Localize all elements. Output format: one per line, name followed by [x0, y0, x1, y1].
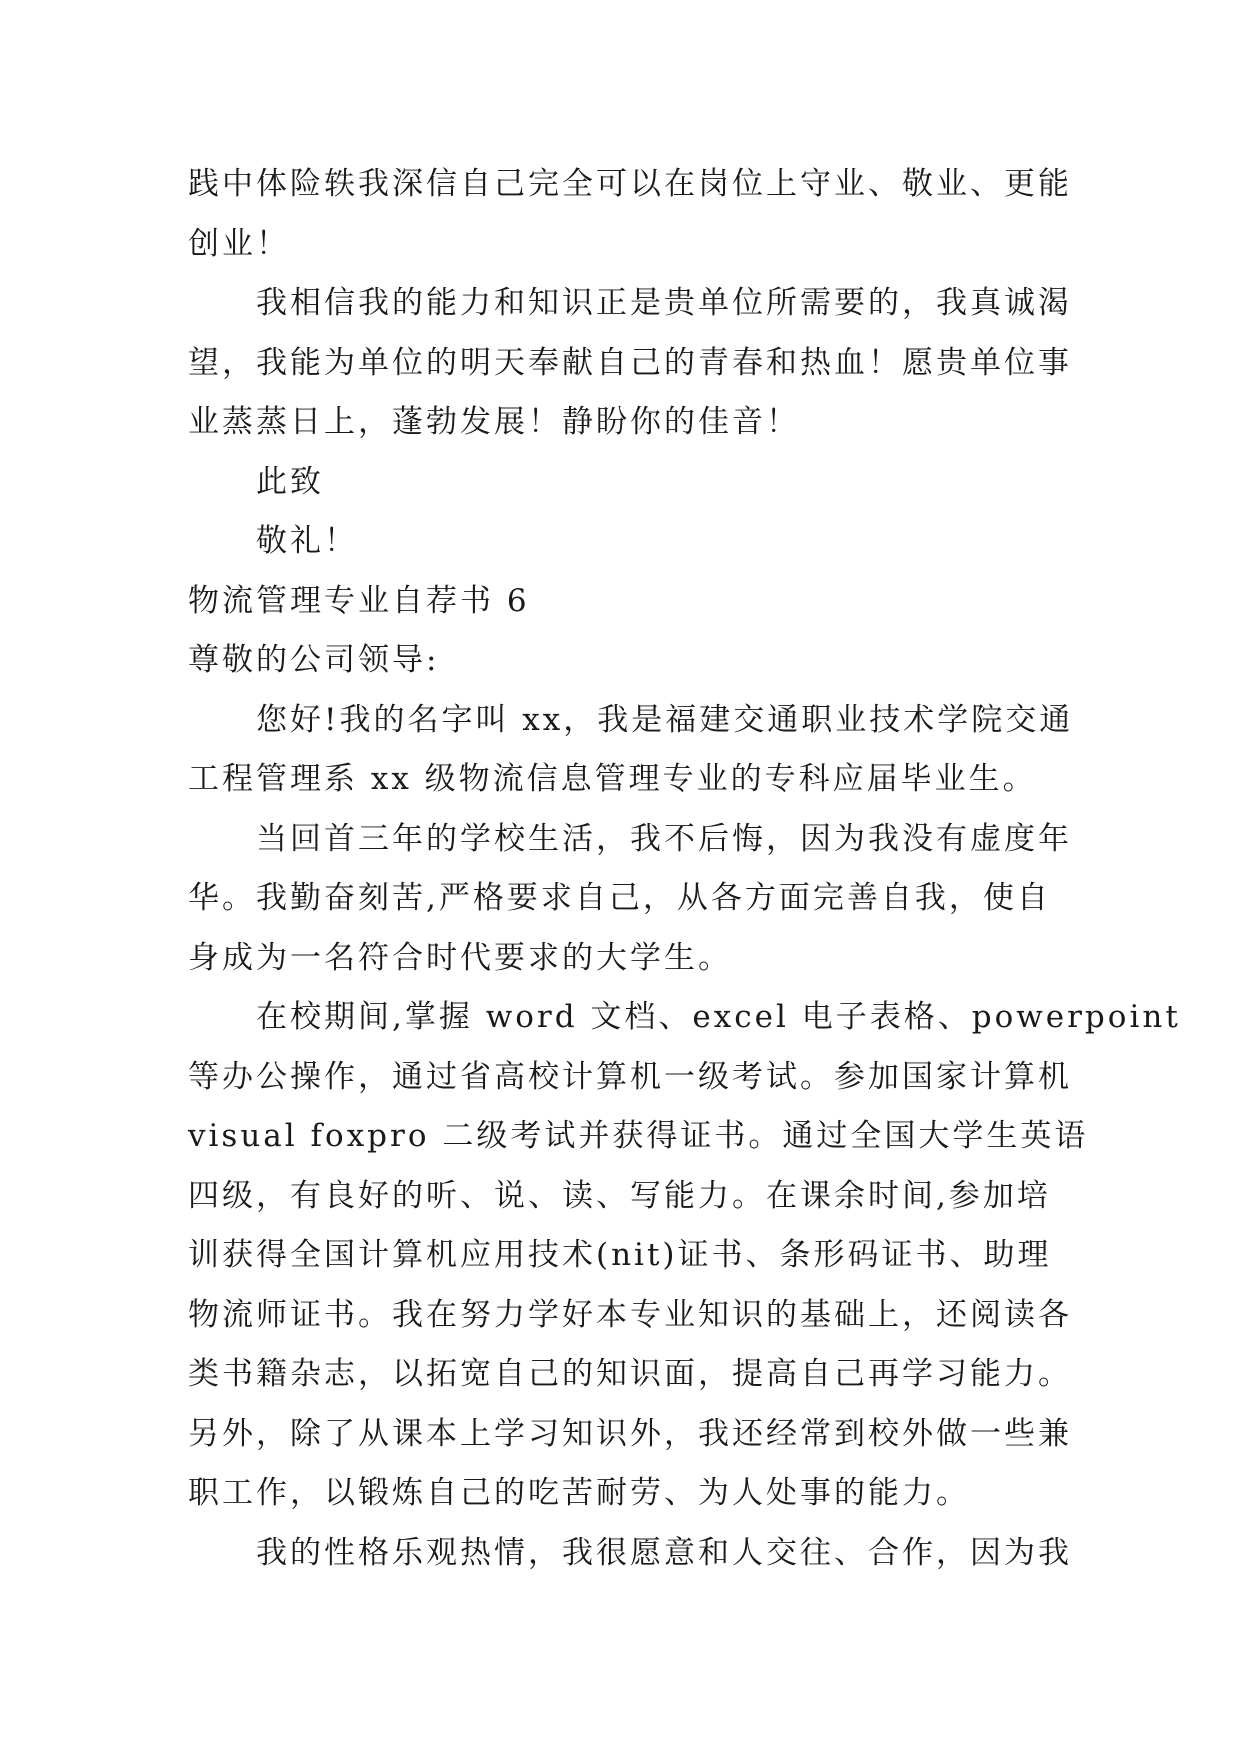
text-line: 当回首三年的学校生活，我不后悔，因为我没有虚度年	[256, 820, 1072, 857]
text-line: 等办公操作，通过省高校计算机一级考试。参加国家计算机	[188, 1058, 1072, 1095]
text-line: 身成为一名符合时代要求的大学生。	[188, 939, 732, 976]
text-line: 华。我勤奋刻苦,严格要求自己，从各方面完善自我，使自	[188, 880, 1051, 916]
document-body	[188, 155, 1181, 1583]
text-line: 您好!我的名字叫 xx，我是福建交通职业技术学院交通	[256, 701, 1074, 738]
section-title: 物流管理专业自荐书 6	[188, 582, 530, 619]
text-line: visual foxpro 二级考试并获得证书。通过全国大学生英语	[188, 1118, 1089, 1154]
text-line: 训获得全国计算机应用技术(nit)证书、条形码证书、助理	[188, 1237, 1052, 1273]
text-line: 我相信我的能力和知识正是贵单位所需要的，我真诚渴	[256, 285, 1072, 321]
text-line: 业蒸蒸日上，蓬勃发展！静盼你的佳音！	[188, 404, 800, 440]
salutation: 尊敬的公司领导:	[188, 642, 440, 678]
text-line: 四级，有良好的听、说、读、写能力。在课余时间,参加培	[188, 1177, 1051, 1214]
text-line: 物流师证书。我在努力学好本专业知识的基础上，还阅读各	[188, 1296, 1072, 1333]
text-line: 在校期间,掌握 word 文档、excel 电子表格、powerpoint	[256, 999, 1181, 1035]
text-line: 望，我能为单位的明天奉献自己的青春和热血！愿贵单位事	[188, 344, 1072, 381]
text-line: 创业！	[188, 225, 290, 262]
closing-line: 此致	[256, 463, 324, 500]
closing-line: 敬礼！	[256, 523, 358, 559]
text-line: 践中体险轶我深信自己完全可以在岗位上守业、敬业、更能	[188, 166, 1072, 202]
text-line: 职工作，以锻炼自己的吃苦耐劳、为人处事的能力。	[188, 1475, 970, 1511]
text-line: 另外，除了从课本上学习知识外，我还经常到校外做一些兼	[188, 1415, 1072, 1452]
text-line: 我的性格乐观热情，我很愿意和人交往、合作，因为我	[256, 1534, 1072, 1571]
text-line: 工程管理系 xx 级物流信息管理专业的专科应届毕业生。	[188, 761, 1037, 797]
text-line: 类书籍杂志，以拓宽自己的知识面，提高自己再学习能力。	[188, 1356, 1072, 1392]
